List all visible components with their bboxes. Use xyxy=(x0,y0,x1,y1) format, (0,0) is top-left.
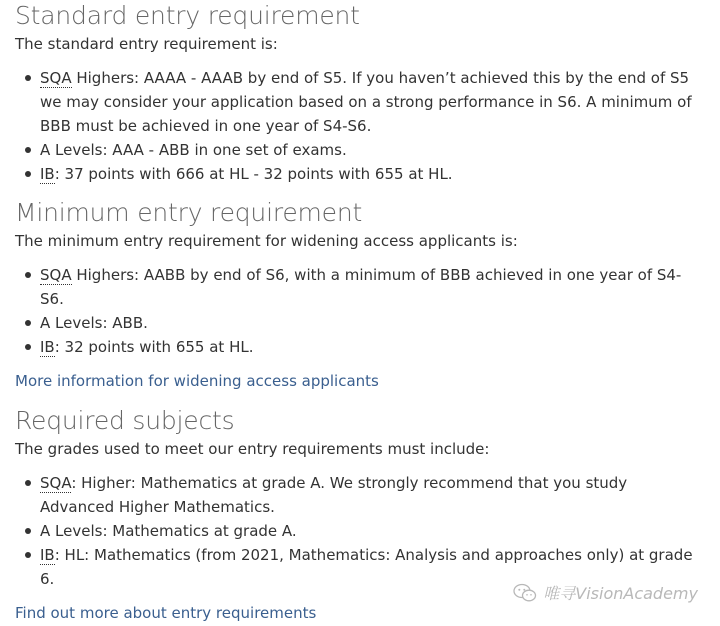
required-subjects-heading: Required subjects xyxy=(15,406,235,435)
standard-entry-intro: The standard entry requirement is: xyxy=(15,35,278,53)
wechat-icon xyxy=(513,583,537,603)
widening-access-link[interactable]: More information for widening access applicants xyxy=(15,372,379,390)
required-subjects-intro: The grades used to meet our entry requirements must include: xyxy=(15,440,490,458)
sqa-abbreviation: SQA xyxy=(40,69,72,87)
watermark-text: 唯寻VisionAcademy xyxy=(543,584,698,603)
ib-abbreviation: IB xyxy=(40,165,55,183)
list-item xyxy=(15,335,705,359)
minimum-entry-list xyxy=(15,263,705,359)
list-item xyxy=(15,162,705,186)
list-item-text: A Levels: AAA - ABB in one set of exams. xyxy=(40,141,347,159)
minimum-entry-intro: The minimum entry requirement for widening access applicants is: xyxy=(15,232,518,250)
list-item xyxy=(15,138,705,162)
entry-requirements-link[interactable]: Find out more about entry requirements xyxy=(15,604,317,622)
list-item-text: : Higher: Mathematics at grade A. We strongly recommend that you study Advanced Higher Mathematics. xyxy=(40,474,628,516)
list-item xyxy=(15,311,705,335)
sqa-abbreviation: SQA xyxy=(40,474,72,492)
required-subjects-list xyxy=(15,471,705,591)
list-item-text: A Levels: ABB. xyxy=(40,314,148,332)
list-item-text: : 37 points with 666 at HL - 32 points with 655 at HL. xyxy=(54,165,453,183)
entry-requirements-content xyxy=(15,0,705,625)
ib-abbreviation: IB xyxy=(40,338,55,356)
standard-entry-heading: Standard entry requirement xyxy=(15,1,360,30)
list-item-text: A Levels: Mathematics at grade A. xyxy=(40,522,297,540)
list-item xyxy=(15,66,705,138)
standard-entry-list xyxy=(15,66,705,186)
watermark xyxy=(513,581,698,604)
list-item-text: : HL: Mathematics (from 2021, Mathematics: Analysis and approaches only) at grade 6. xyxy=(40,546,693,588)
ib-abbreviation: IB xyxy=(40,546,55,564)
list-item xyxy=(15,263,705,311)
sqa-abbreviation: SQA xyxy=(40,266,72,284)
list-item xyxy=(15,519,705,543)
list-item-text: : 32 points with 655 at HL. xyxy=(54,338,254,356)
list-item xyxy=(15,471,705,519)
minimum-entry-heading: Minimum entry requirement xyxy=(15,198,363,227)
list-item-text: Highers: AAAA - AAAB by end of S5. If you haven’t achieved this by the end of S5 we may consider your application based on a strong performance in S6. A minimum of BBB must be achieved in one year of S4-S6. xyxy=(40,69,692,135)
list-item-text: Highers: AABB by end of S6, with a minimum of BBB achieved in one year of S4-S6. xyxy=(40,266,682,308)
